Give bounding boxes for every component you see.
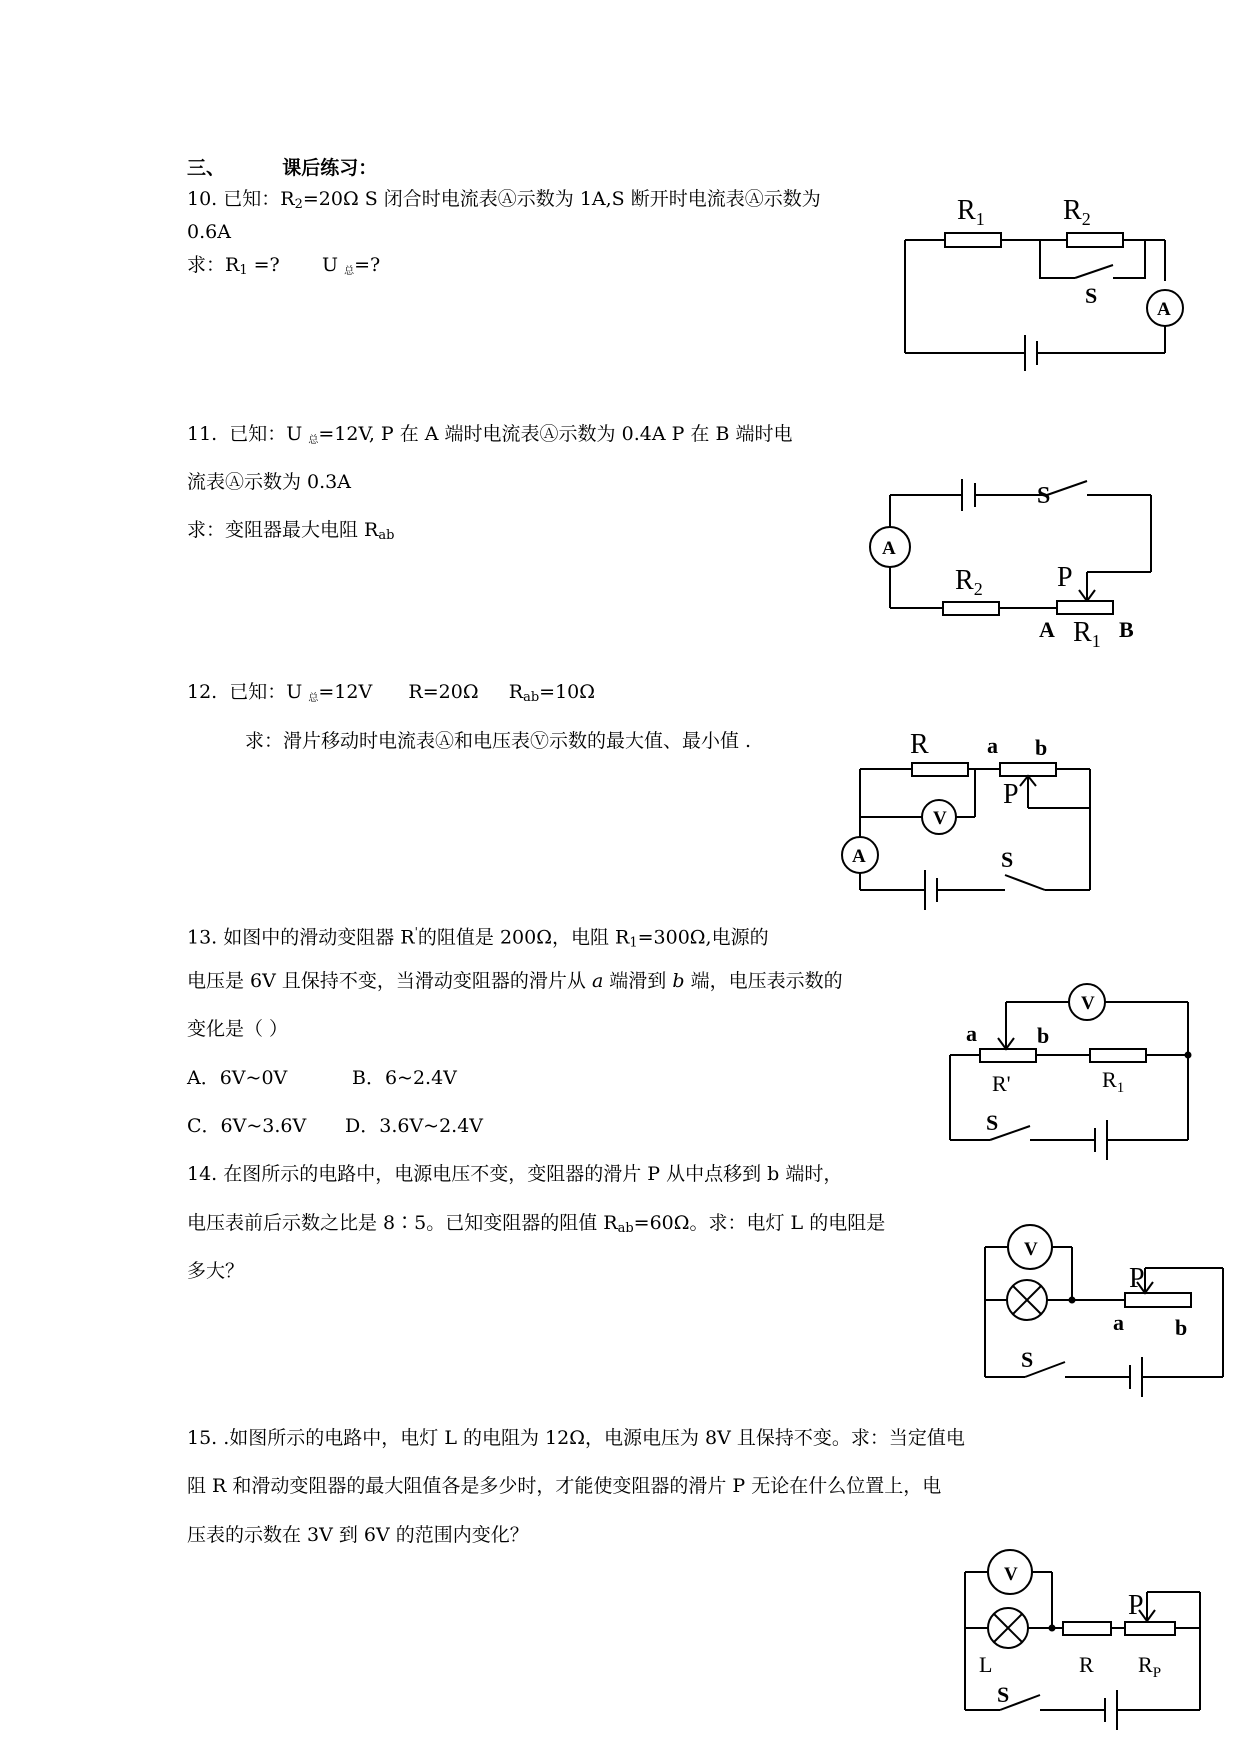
label-end-a: A xyxy=(1039,617,1055,642)
label-p: P xyxy=(1057,562,1073,593)
label-r: R xyxy=(1079,1652,1094,1677)
label-l: L xyxy=(979,1652,993,1677)
label-s: S xyxy=(1085,283,1098,308)
q13-line-3: 变化是（ ） xyxy=(187,1018,289,1040)
label-b-end: b xyxy=(1037,1023,1050,1048)
q13-option-c: C．6V~3.6V xyxy=(187,1115,307,1137)
label-p: P xyxy=(1003,779,1019,810)
label-a-end: a xyxy=(987,733,998,758)
label-r1: $R_1$ xyxy=(957,195,985,229)
q14-line-3: 多大？ xyxy=(187,1260,245,1282)
label-a: A xyxy=(1157,299,1171,320)
q14-line-2: 电压表前后示数之比是 8∶5。已知变阻器的阻值 $R_{ab}=60\Omega$。求：电灯 L 的电阻是 xyxy=(187,1212,886,1236)
label-v: V xyxy=(933,808,947,829)
label-b-end: b xyxy=(1175,1315,1188,1340)
label-rp: $R_P$ xyxy=(1138,1652,1162,1681)
resistor-r xyxy=(1063,1622,1111,1635)
label-s: S xyxy=(986,1110,999,1135)
q10-line-2: 0.6A xyxy=(187,221,231,243)
label-p: P xyxy=(1129,1263,1145,1294)
label-r2: $R_2$ xyxy=(1063,195,1091,229)
q12-line-2: 求：滑片移动时电流表Ⓐ和电压表Ⓥ示数的最大值、最小值 . xyxy=(245,730,752,752)
q12-circuit-diagram xyxy=(835,725,1105,910)
q13-option-a: A．6V~0V xyxy=(187,1067,288,1089)
rheostat-r1 xyxy=(1057,601,1113,614)
rheostat xyxy=(1000,763,1056,776)
q11-line-2: 流表Ⓐ示数为 0.3A xyxy=(187,471,351,493)
section-title: 课后练习： xyxy=(282,157,378,179)
q12-line-1: 12. 已知：U 总=12V R=20Ω $R_{ab}=10\Omega$ xyxy=(187,681,596,705)
label-a: A xyxy=(882,538,896,559)
q11-circuit-diagram xyxy=(865,455,1165,655)
resistor-r2 xyxy=(1067,233,1123,247)
label-r2: $R_2$ xyxy=(955,565,983,599)
q15-line-1: 15. .如图所示的电路中，电灯 L 的电阻为 12Ω，电源电压为 8V 且保持不变。求：当定值电 xyxy=(187,1427,965,1449)
rheostat xyxy=(1125,1293,1191,1307)
label-a-end: a xyxy=(966,1021,977,1046)
label-am: A xyxy=(852,846,866,867)
q11-line-3: 求：变阻器最大电阻 $R_{ab}$ xyxy=(187,519,395,543)
label-end-b: B xyxy=(1119,617,1134,642)
switch-s xyxy=(1005,875,1045,890)
q15-circuit-diagram xyxy=(955,1550,1215,1730)
q13-option-d: D．3.6V~2.4V xyxy=(345,1115,484,1137)
q15-line-3: 压表的示数在 3V 到 6V 的范围内变化？ xyxy=(187,1524,529,1546)
q11-line-1: 11. 已知：U 总=12V, P 在 A 端时电流表Ⓐ示数为 0.4A P 在 B 端时电 xyxy=(187,423,793,446)
label-v: V xyxy=(1004,1564,1018,1585)
resistor-r1 xyxy=(1090,1049,1146,1062)
q10-circuit-diagram xyxy=(895,190,1195,375)
switch-s xyxy=(1075,265,1113,278)
label-s: S xyxy=(997,1682,1010,1707)
label-r-prime: R' xyxy=(992,1071,1011,1096)
label-p: P xyxy=(1128,1590,1144,1621)
q14-line-1: 14. 在图所示的电路中，电源电压不变，变阻器的滑片 P 从中点移到 b 端时， xyxy=(187,1163,843,1185)
label-r1: $R_1$ xyxy=(1102,1067,1125,1096)
q13-circuit-diagram xyxy=(940,975,1200,1160)
label-b-end: b xyxy=(1035,735,1048,760)
q10-line-3: 求：$R_1$ =? U 总=? xyxy=(187,254,381,278)
q10-line-1: 10. 已知：$R_2=20\Omega$ S 闭合时电流表Ⓐ示数为 1A,S 断开时电流表Ⓐ示数为 xyxy=(187,188,821,212)
label-r1: $R_1$ xyxy=(1073,617,1101,651)
q15-line-2: 阻 R 和滑动变阻器的最大阻值各是多少时，才能使变阻器的滑片 P 无论在什么位置上，电 xyxy=(187,1475,942,1497)
label-v: V xyxy=(1024,1239,1038,1260)
q13-line-2: 电压是 6V 且保持不变，当滑动变阻器的滑片从 a 端滑到 b 端，电压表示数的 xyxy=(187,970,843,992)
label-s: S xyxy=(1021,1347,1034,1372)
section-header xyxy=(187,156,377,180)
label-a-end: a xyxy=(1113,1310,1124,1335)
switch-s xyxy=(1047,481,1087,495)
q13-line-1: 13. 如图中的滑动变阻器 R'的阻值是 200Ω，电阻 $R_1=300\Omega$,电源的 xyxy=(187,925,769,951)
resistor-r2 xyxy=(943,602,999,615)
label-s: S xyxy=(1037,483,1051,509)
q14-circuit-diagram xyxy=(975,1225,1235,1395)
section-number: 三、 xyxy=(187,157,226,179)
label-r: R xyxy=(910,729,929,760)
rheostat-rp xyxy=(1125,1622,1175,1635)
q13-option-b: B．6~2.4V xyxy=(352,1067,457,1089)
label-v: V xyxy=(1081,993,1095,1014)
label-s: S xyxy=(1001,847,1014,872)
rheostat-r-prime xyxy=(980,1049,1036,1062)
resistor-r1 xyxy=(945,233,1001,247)
resistor-r xyxy=(912,763,968,776)
